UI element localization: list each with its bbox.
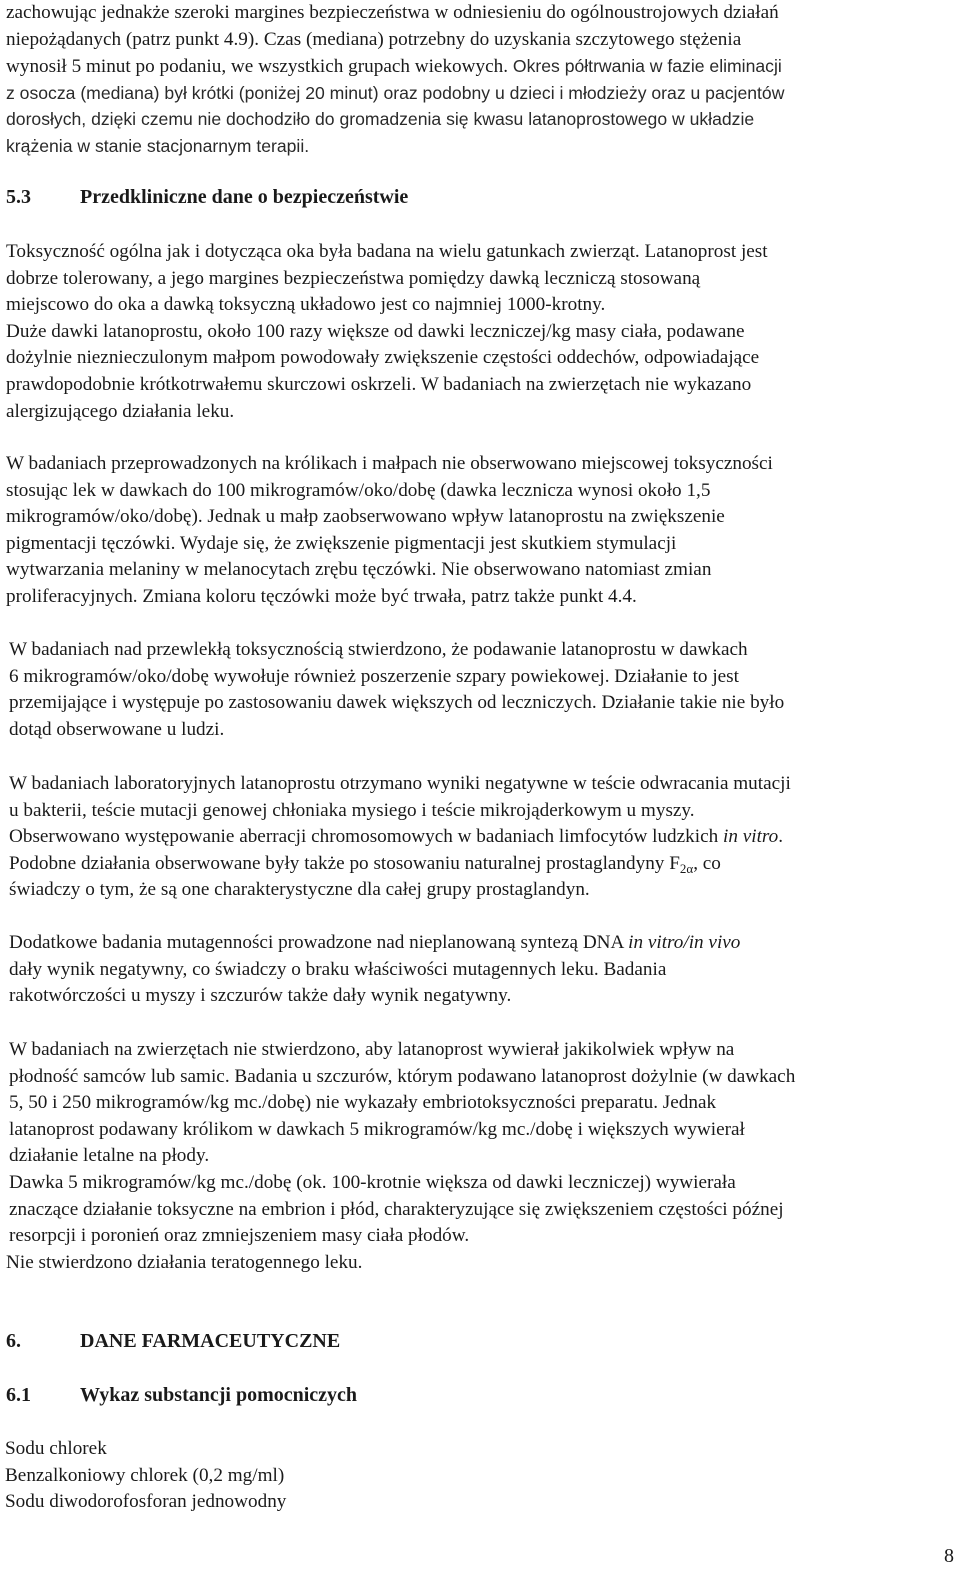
paragraph-line: W badaniach nad przewlekłą toksycznością stwierdzono, że podawanie latanoprostu w dawkach: [9, 639, 748, 660]
intro-line: dorosłych, dzięki czemu nie dochodziło do gromadzenia się kwasu latanoprostowego w układzie: [6, 109, 755, 130]
paragraph-line: miejscowo do oka a dawką toksyczną układowo jest co najmniej 1000-krotny.: [6, 294, 606, 316]
excipients-list: [5, 1436, 286, 1516]
line-text: Dodatkowe badania mutagenności prowadzone nad nieplanowaną syntezą DNA: [9, 932, 629, 953]
intro-line: [6, 53, 784, 80]
subscript: 2α: [679, 860, 694, 876]
list-item: Sodu chlorek: [5, 1438, 107, 1459]
paragraph-line: Dawka 5 mikrogramów/kg mc./dobę (ok. 100-krotnie większa od dawki leczniczej) wywierała: [9, 1171, 736, 1193]
section-number: 5.3: [6, 186, 31, 208]
paragraph-line-teratogenic: Nie stwierdzono działania teratogennego leku.: [6, 1252, 363, 1273]
section-number: 6.: [6, 1330, 21, 1352]
section-heading-6: [6, 1330, 340, 1353]
intro-paragraph: [6, 0, 784, 160]
section-number: 6.1: [6, 1384, 31, 1406]
section-heading-6-1: [6, 1384, 357, 1407]
paragraph-line: [9, 930, 740, 957]
paragraph-additional-mutagenicity: [9, 930, 740, 1010]
section-title: DANE FARMACEUTYCZNE: [80, 1330, 341, 1352]
list-item: Sodu diwodorofosforan jednowodny: [5, 1491, 287, 1513]
paragraph-line: stosując lek w dawkach do 100 mikrogramów/oko/dobę (dawka lecznicza wynosi około 1,5: [6, 479, 711, 501]
paragraph-line: dobrze tolerowany, a jego margines bezpieczeństwa pomiędzy dawką leczniczą stosowaną: [6, 267, 701, 289]
intro-line: zachowując jednakże szeroki margines bezpieczeństwa w odniesieniu do ogólnoustrojowych działań: [6, 2, 779, 23]
paragraph-local-toxicity: [6, 451, 773, 611]
paragraph-line: znaczące działanie toksyczne na embrion i płód, charakteryzujące się zwiększeniem częstości późnej: [9, 1198, 784, 1220]
paragraph-line: 5, 50 i 250 mikrogramów/kg mc./dobę) nie wykazały embriotoksyczności preparatu. Jednak: [9, 1092, 717, 1114]
paragraph-line: prawdopodobnie krótkotrwałemu skurczowi oskrzeli. W badaniach na zwierzętach nie wykazano: [6, 373, 752, 395]
paragraph-line: działanie letalne na płody.: [9, 1145, 210, 1167]
paragraph-line: [9, 824, 791, 851]
paragraph-line: mikrogramów/oko/dobę). Jednak u małp zaobserwowano wpływ latanoprostu na zwiększenie: [6, 506, 725, 528]
line-text: Podobne działania obserwowane były także po stosowaniu naturalnej prostaglandyny F: [9, 852, 680, 874]
paragraph-line: W badaniach laboratoryjnych latanoprostu otrzymano wyniki negatywne w teście odwracania mutacji: [9, 773, 791, 794]
paragraph-line: Duże dawki latanoprostu, około 100 razy większe od dawki leczniczej/kg masy ciała, podawane: [6, 320, 745, 342]
paragraph-line: wytwarzania melaniny w melanocytach zrębu tęczówki. Nie obserwowano natomiast zmian: [6, 559, 712, 581]
paragraph-line: proliferacyjnych. Zmiana koloru tęczówki może być trwała, patrz także punkt 4.4.: [6, 585, 637, 607]
intro-line-serif: wynosił 5 minut po podaniu, we wszystkich grupach wiekowych.: [6, 56, 508, 78]
line-text: .: [778, 826, 784, 848]
intro-line: krążenia w stanie stacjonarnym terapii.: [6, 135, 310, 156]
list-item: Benzalkoniowy chlorek (0,2 mg/ml): [5, 1464, 285, 1486]
paragraph-line: rakotwórczości u myszy i szczurów także dały wynik negatywny.: [9, 985, 512, 1007]
paragraph-line: świadczy o tym, że są one charakterystyczne dla całej grupy prostaglandyn.: [9, 879, 590, 901]
paragraph-line: u bakterii, teście mutacji genowej chłoniaka mysiego i teście mikrojąderkowym u myszy.: [9, 799, 695, 821]
line-text: , co: [693, 852, 721, 874]
paragraph-line: resorpcji i poronień oraz zmniejszeniem masy ciała płodów.: [9, 1225, 470, 1247]
paragraph-reproductive-toxicity: [9, 1037, 795, 1250]
section-title: Wykaz substancji pomocniczych: [80, 1384, 358, 1406]
paragraph-line: 6 mikrogramów/oko/dobę wywołuje również poszerzenie szpary powiekowej. Działanie to jest: [9, 665, 739, 687]
line-text: Obserwowano występowanie aberracji chromosomowych w badaniach limfocytów ludzkich: [9, 826, 723, 848]
paragraph-mutagenicity: [9, 771, 791, 904]
page-number: 8: [944, 1545, 954, 1567]
section-heading-5-3: [6, 186, 408, 209]
section-title: Przedkliniczne dane o bezpieczeństwie: [80, 186, 409, 208]
paragraph-line: Toksyczność ogólna jak i dotycząca oka była badana na wielu gatunkach zwierząt. Latanoprost jest: [6, 241, 768, 262]
intro-line: niepożądanych (patrz punkt 4.9). Czas (mediana) potrzebny do uzyskania szczytowego stężenia: [6, 28, 742, 50]
paragraph-line: pigmentacji tęczówki. Wydaje się, że zwiększenie pigmentacji jest skutkiem stymulacji: [6, 532, 677, 554]
italic-text: in vitro: [723, 826, 779, 848]
paragraph-general-toxicity: [6, 239, 768, 425]
paragraph-line: latanoprost podawany królikom w dawkach 5 mikrogramów/kg mc./dobę i większych wywierał: [9, 1118, 745, 1140]
paragraph-line: dały wynik negatywny, co świadczy o braku właściwości mutagennych leku. Badania: [9, 958, 667, 980]
paragraph-line: W badaniach na zwierzętach nie stwierdzono, aby latanoprost wywierał jakikolwiek wpływ na: [9, 1039, 735, 1060]
paragraph-chronic-toxicity: [9, 637, 784, 743]
intro-line-sans: Okres półtrwania w fazie eliminacji: [508, 56, 782, 77]
paragraph-line: przemijające i występuje po zastosowaniu dawek większych od leczniczych. Działanie takie nie było: [9, 692, 785, 714]
paragraph-line: W badaniach przeprowadzonych na królikach i małpach nie obserwowano miejscowej toksyczności: [6, 453, 773, 474]
paragraph-line: dotąd obserwowane u ludzi.: [9, 718, 225, 740]
paragraph-line: [9, 851, 791, 878]
paragraph-line: dożylnie nieznieczulonym małpom powodowały zwiększenie częstości oddechów, odpowiadające: [6, 347, 760, 369]
paragraph-line: alergizującego działania leku.: [6, 400, 235, 422]
italic-text: in vitro/in vivo: [628, 932, 741, 953]
paragraph-line: płodność samców lub samic. Badania u szczurów, którym podawano latanoprost dożylnie (w dawkach: [9, 1065, 796, 1087]
intro-line: z osocza (mediana) był krótki (poniżej 20 minut) oraz podobny u dzieci i młodzieży oraz u pacjentów: [6, 82, 785, 103]
